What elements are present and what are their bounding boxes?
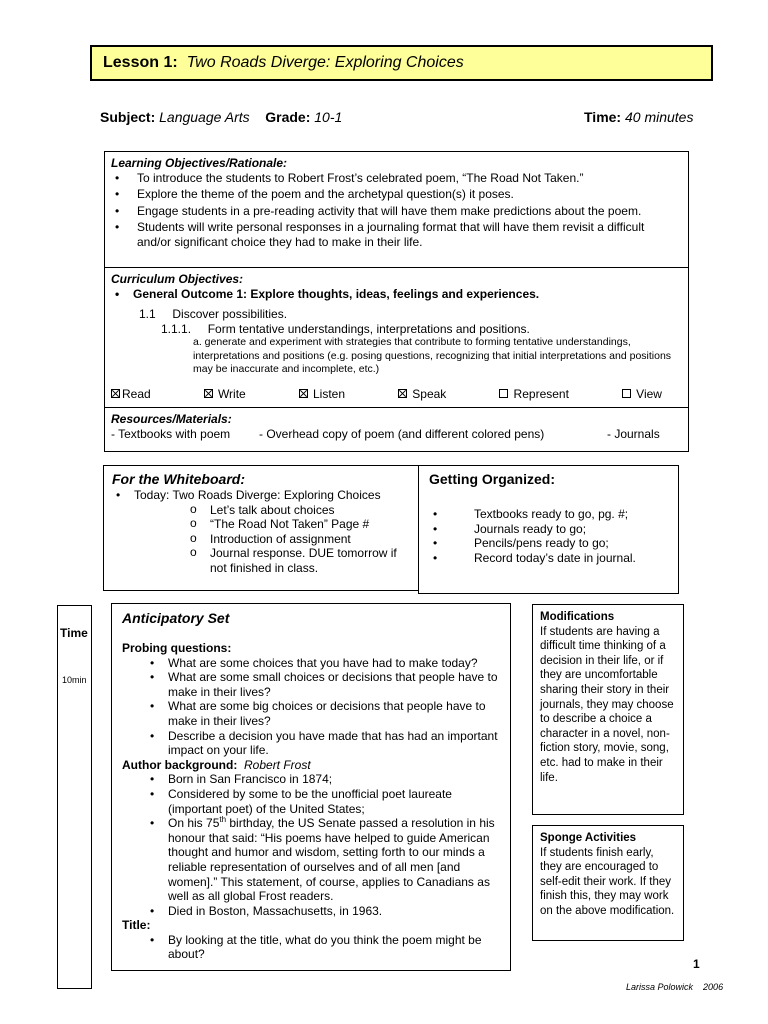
objectives-section [104, 151, 689, 268]
resources-section [104, 407, 689, 452]
footer-author: Larissa Polowick [626, 982, 694, 992]
time-value: 40 minutes [624, 109, 694, 125]
author-item: • Considered by some to be the unofficial poet laureate (important poet) of the United States; [122, 787, 502, 816]
probing-heading: Probing questions: [122, 641, 232, 655]
check-read[interactable] [111, 387, 151, 402]
footer-credit [626, 980, 723, 995]
anticipatory-section [111, 603, 511, 971]
whiteboard-section [103, 465, 419, 591]
checkbox-checked-icon [111, 389, 120, 398]
author-item [122, 816, 502, 904]
objective-item: • Engage students in a pre-reading activity that will have them make predictions about the poem. [111, 204, 680, 219]
curriculum-section [104, 267, 689, 408]
author-list [122, 772, 502, 918]
whiteboard-item: o Introduction of assignment [112, 532, 410, 547]
modifications-heading: Modifications [540, 611, 615, 623]
checkbox-empty-icon [499, 389, 508, 398]
sub-outcome-1 [111, 307, 680, 322]
modifications-text: If students are having a difficult time thinking of a decision in their life, or if they are uncomfortable sharing their story in their journals, they may choose to describe a choice a character in a novel, non-fiction story, movie, song, etc. had to make in their life. [540, 625, 674, 784]
checkbox-checked-icon [398, 389, 407, 398]
check-speak[interactable] [398, 387, 446, 402]
lesson-title: Two Roads Diverge: Exploring Choices [186, 54, 464, 71]
general-outcome: • General Outcome 1: Explore thoughts, ideas, feelings and experiences. [111, 287, 680, 302]
author-name: Robert Frost [244, 757, 311, 772]
sponge-heading: Sponge Activities [540, 832, 637, 844]
sponge-text: If students finish early, they are encouraged to self-edit their work. If they finish this, they may work on the above modification. [540, 846, 675, 917]
author-heading: Author background: [122, 757, 238, 772]
author-heading-row [122, 758, 502, 773]
organized-item: • Record today’s date in journal. [429, 551, 670, 566]
subject-value: Language Arts [159, 109, 250, 125]
lesson-title-box [90, 45, 713, 81]
footer-year: 2006 [703, 982, 724, 992]
anticipatory-heading: Anticipatory Set [122, 610, 230, 626]
check-label: Represent [510, 386, 569, 401]
probing-item: • What are some choices that you have had to make today? [122, 656, 502, 671]
page-number: 1 [693, 957, 700, 971]
skill-checklist [111, 387, 680, 402]
title-list [122, 933, 502, 962]
probing-item: • What are some big choices or decisions that people have to make in their lives? [122, 699, 502, 728]
organized-heading: Getting Organized: [429, 471, 555, 487]
whiteboard-today: • Today: Two Roads Diverge: Exploring Choices [112, 488, 410, 503]
meta-subject-grade [100, 108, 342, 126]
grade-label: Grade: [265, 109, 311, 125]
organized-list [429, 507, 670, 565]
probing-list [122, 656, 502, 758]
organized-section [418, 465, 679, 594]
resources-row [111, 427, 680, 442]
organized-item: • Textbooks ready to go, pg. #; [429, 507, 670, 522]
checkbox-checked-icon [204, 389, 213, 398]
whiteboard-list [112, 503, 410, 576]
lesson-label: Lesson 1: [103, 54, 178, 71]
check-write[interactable] [204, 387, 246, 402]
check-label: Read [122, 386, 151, 401]
curriculum-heading: Curriculum Objectives: [111, 272, 244, 286]
check-view[interactable] [622, 387, 662, 402]
checkbox-empty-icon [622, 389, 631, 398]
resources-heading: Resources/Materials: [111, 412, 232, 426]
sub-outcome-2 [111, 322, 680, 337]
title-question: • By looking at the title, what do you think the poem might be about? [122, 933, 502, 962]
sub-outcome-1-text: Discover possibilities. [172, 307, 288, 322]
resource-item: - Overhead copy of poem (and different colored pens) [259, 426, 545, 441]
checkbox-checked-icon [299, 389, 308, 398]
birthday-text-b: birthday, the US Senate passed a resolution in his honour that said: “His poems have helped to guide American thought and humor and wisdom, setting forth to our minds a reliable representation of ourselves and of all men [and women].” This statement, of course, applies to Canadians as well as all global Frost readers. [168, 816, 495, 904]
birthday-sup: th [219, 815, 227, 825]
objective-item: • Explore the theme of the poem and the archetypal question(s) it poses. [111, 187, 680, 202]
time-column [57, 605, 92, 989]
sub-outcome-2-number: 1.1.1. [161, 321, 192, 336]
organized-item: • Journals ready to go; [429, 522, 670, 537]
birthday-text-a: On his 75 [168, 816, 220, 831]
time-column-label: Time [60, 626, 88, 640]
check-label: Speak [408, 386, 447, 401]
check-represent[interactable] [499, 387, 569, 402]
sub-outcome-2-text: Form tentative understandings, interpretations and positions. [207, 321, 530, 336]
objectives-heading: Learning Objectives/Rationale: [111, 156, 288, 170]
sub-outcome-1-number: 1.1 [139, 307, 156, 322]
sponge-section [532, 825, 684, 941]
check-listen[interactable] [299, 387, 345, 402]
objectives-list [111, 171, 680, 250]
whiteboard-item: o Let’s talk about choices [112, 503, 410, 518]
grade-value: 10-1 [314, 109, 343, 125]
probing-item: • Describe a decision you have made that has had an important impact on your life. [122, 729, 502, 758]
check-label: View [632, 386, 662, 401]
modifications-section [532, 604, 684, 815]
check-label: Write [214, 386, 246, 401]
time-column-value: 10min [62, 675, 87, 685]
whiteboard-heading: For the Whiteboard: [112, 471, 245, 487]
whiteboard-item: o “The Road Not Taken” Page # [112, 517, 410, 532]
title-heading: Title: [122, 918, 151, 933]
objective-item: • To introduce the students to Robert Frost’s celebrated poem, “The Road Not Taken.” [111, 171, 680, 186]
time-label: Time: [584, 109, 622, 125]
check-label: Listen [309, 386, 346, 401]
outcome-detail: a. generate and experiment with strategies that contribute to forming tentative understandings, interpretations and positions (e.g. posing questions, recognizing that initial interpretations and positions may be inaccurate and incomplete, etc.) [193, 336, 672, 376]
resource-item: - Textbooks with poem [111, 426, 231, 441]
subject-label: Subject: [100, 109, 156, 125]
probing-item: • What are some small choices or decisions that people have to make in their lives? [122, 670, 502, 699]
whiteboard-item: o Journal response. DUE tomorrow if not finished in class. [112, 546, 410, 575]
author-item: • Died in Boston, Massachusetts, in 1963. [122, 904, 502, 919]
meta-time [584, 108, 693, 126]
resource-item: - Journals [607, 426, 660, 441]
organized-item: • Pencils/pens ready to go; [429, 536, 670, 551]
objective-item: • Students will write personal responses in a journaling format that will have them revisit a difficult and/or significant choice they had to make in their life. [111, 220, 680, 249]
author-item: • Born in San Francisco in 1874; [122, 772, 502, 787]
